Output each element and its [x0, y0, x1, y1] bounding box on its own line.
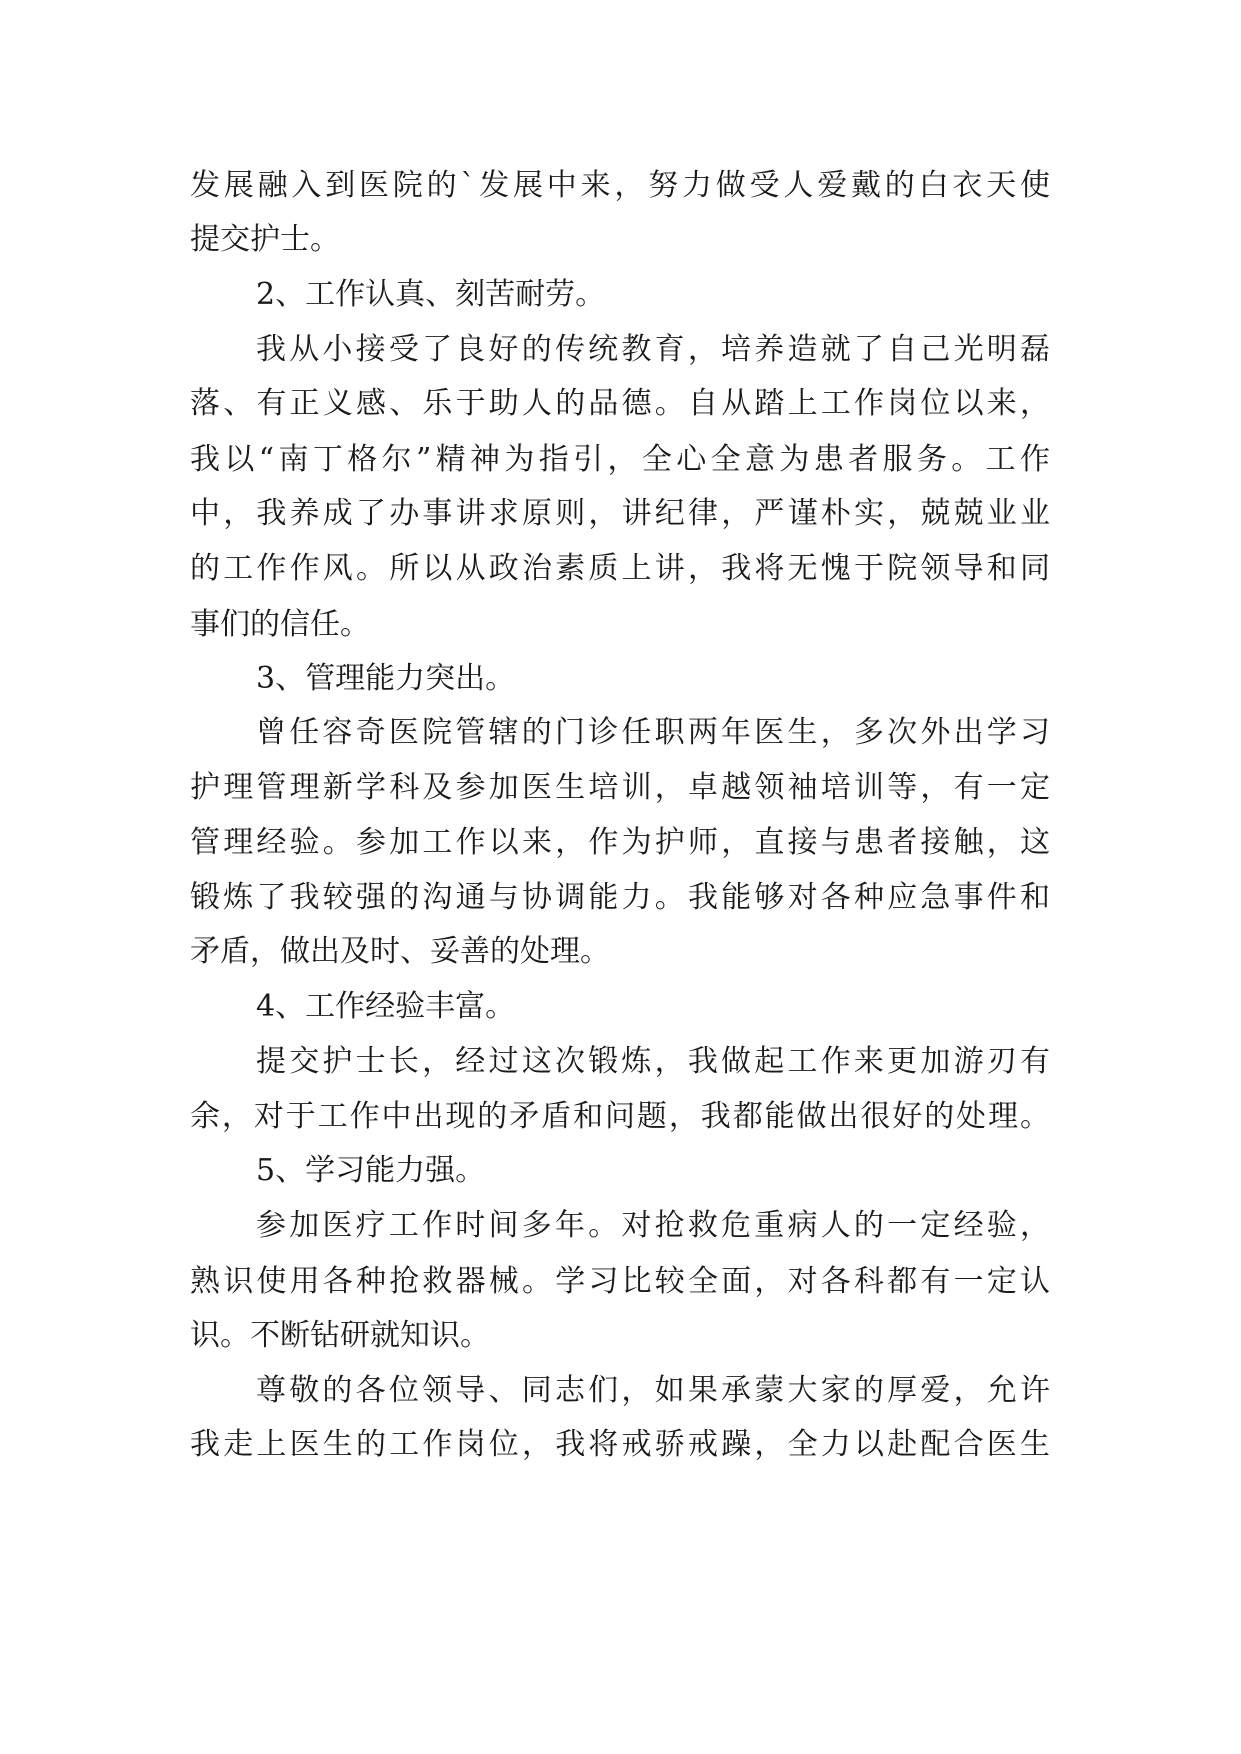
body-line: 事们的信任。 — [190, 607, 370, 642]
item-heading: 2、工作认真、刻苦耐劳。 — [256, 277, 606, 312]
paragraph-first-line: 曾任容奇医院管辖的门诊任职两年医生，多次外出学习 — [256, 715, 1050, 750]
body-line: 我走上医生的工作岗位，我将戒骄戒躁，全力以赴配合医生 — [190, 1427, 1050, 1462]
item-heading: 4、工作经验丰富。 — [256, 989, 516, 1024]
body-line: 熟识使用各种抢救器械。学习比较全面，对各科都有一定认 — [190, 1264, 1050, 1299]
item-heading: 5、学习能力强。 — [256, 1153, 486, 1188]
body-line: 矛盾，做出及时、妥善的处理。 — [190, 934, 610, 969]
body-line: 管理经验。参加工作以来，作为护师，直接与患者接触，这 — [190, 825, 1050, 860]
body-line: 中，我养成了办事讲求原则，讲纪律，严谨朴实，兢兢业业 — [190, 496, 1050, 531]
body-line: 落、有正义感、乐于助人的品德。自从踏上工作岗位以来， — [190, 386, 1050, 421]
body-line: 发展融入到医院的`发展中来，努力做受人爱戴的白衣天使 — [190, 168, 1050, 203]
body-line: 识。不断钻研就知识。 — [190, 1318, 490, 1353]
body-line: 我以“南丁格尔”精神为指引，全心全意为患者服务。工作 — [190, 442, 1050, 477]
paragraph-first-line: 我从小接受了良好的传统教育，培养造就了自己光明磊 — [256, 332, 1050, 367]
paragraph-first-line: 尊敬的各位领导、同志们，如果承蒙大家的厚爱，允许 — [256, 1373, 1050, 1408]
body-line: 锻炼了我较强的沟通与协调能力。我能够对各种应急事件和 — [190, 880, 1050, 915]
body-line: 的工作作风。所以从政治素质上讲，我将无愧于院领导和同 — [190, 551, 1050, 586]
body-line: 护理管理新学科及参加医生培训，卓越领袖培训等，有一定 — [190, 770, 1050, 805]
body-line: 余，对于工作中出现的矛盾和问题，我都能做出很好的处理。 — [190, 1099, 1050, 1134]
body-line: 提交护士。 — [190, 222, 340, 257]
paragraph-first-line: 参加医疗工作时间多年。对抢救危重病人的一定经验， — [256, 1208, 1050, 1243]
paragraph-first-line: 提交护士长，经过这次锻炼，我做起工作来更加游刃有 — [256, 1044, 1050, 1079]
item-heading: 3、管理能力突出。 — [256, 661, 516, 696]
